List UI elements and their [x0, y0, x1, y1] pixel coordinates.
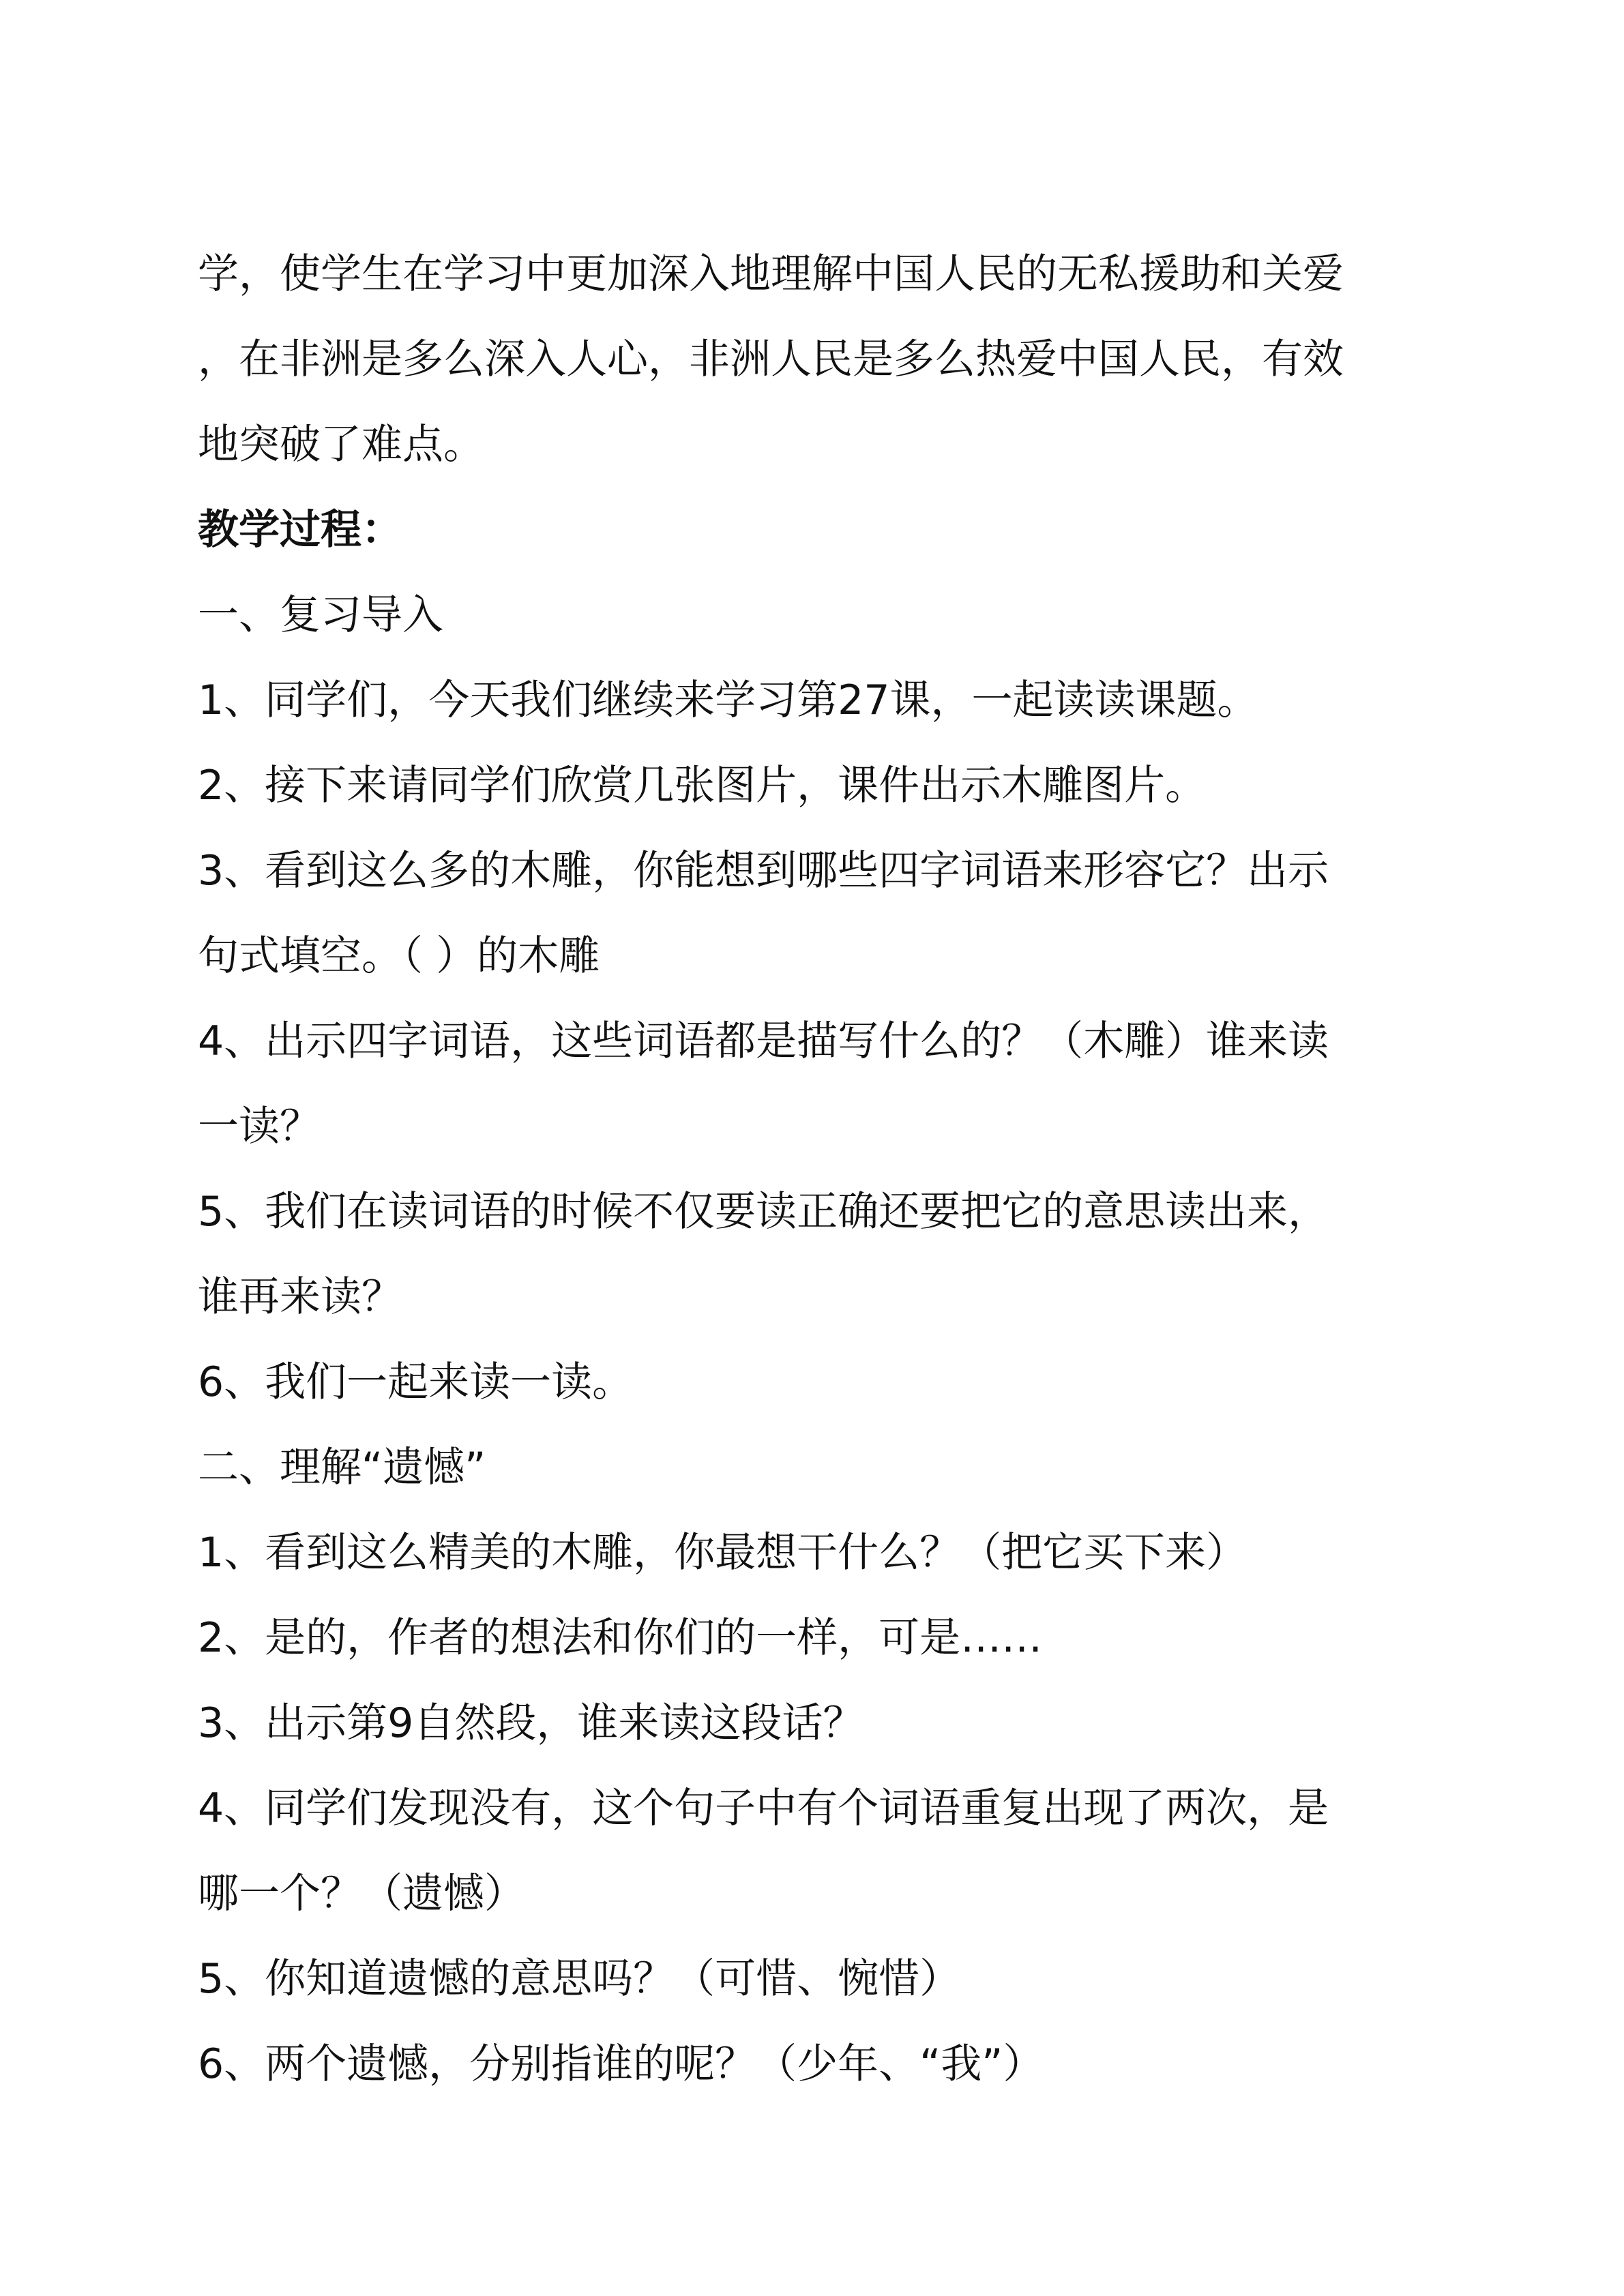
- paragraph-line: 学，使学生在学习中更加深入地理解中国人民的无私援助和关爱: [198, 250, 1344, 298]
- section-title: 二、理解“遗憾”: [198, 1444, 486, 1491]
- list-item: 6、我们一起来读一读。: [198, 1358, 634, 1406]
- list-item: 3、看到这么多的木雕，你能想到哪些四字词语来形容它？出示: [198, 847, 1329, 895]
- list-item-continuation: 句式填空。（ ）的木雕: [198, 932, 600, 980]
- list-item: 1、同学们，今天我们继续来学习第27课，一起读读课题。: [198, 676, 1258, 724]
- list-item: 2、接下来请同学们欣赏几张图片，课件出示木雕图片。: [198, 762, 1207, 809]
- list-item-continuation: 一读？: [198, 1103, 321, 1150]
- list-item: 2、是的，作者的想法和你们的一样，可是……: [198, 1614, 1043, 1662]
- list-item-continuation: 谁再来读？: [198, 1273, 402, 1321]
- paragraph-line: ，在非洲是多么深入人心，非洲人民是多么热爱中国人民，有效: [198, 336, 1344, 383]
- document-body: [198, 232, 1453, 2107]
- list-item: 4、出示四字词语，这些词语都是描写什么的？（木雕）谁来读: [198, 1017, 1329, 1065]
- list-item: 4、同学们发现没有，这个句子中有个词语重复出现了两次，是: [198, 1785, 1329, 1832]
- list-item: 1、看到这么精美的木雕，你最想干什么？（把它买下来）: [198, 1529, 1247, 1577]
- list-item-continuation: 哪一个？（遗憾）: [198, 1870, 525, 1918]
- list-item: 3、出示第9自然段，谁来读这段话？: [198, 1699, 864, 1747]
- section-heading: 教学过程：: [198, 506, 402, 554]
- paragraph-line: 地突破了难点。: [198, 421, 484, 468]
- list-item: 5、你知道遗憾的意思吗？（可惜、惋惜）: [198, 1955, 961, 2003]
- list-item: 5、我们在读词语的时候不仅要读正确还要把它的意思读出来，: [198, 1188, 1329, 1236]
- list-item: 6、两个遗憾，分别指谁的呢？（少年、“我”）: [198, 2040, 1044, 2088]
- section-title: 一、复习导入: [198, 591, 443, 639]
